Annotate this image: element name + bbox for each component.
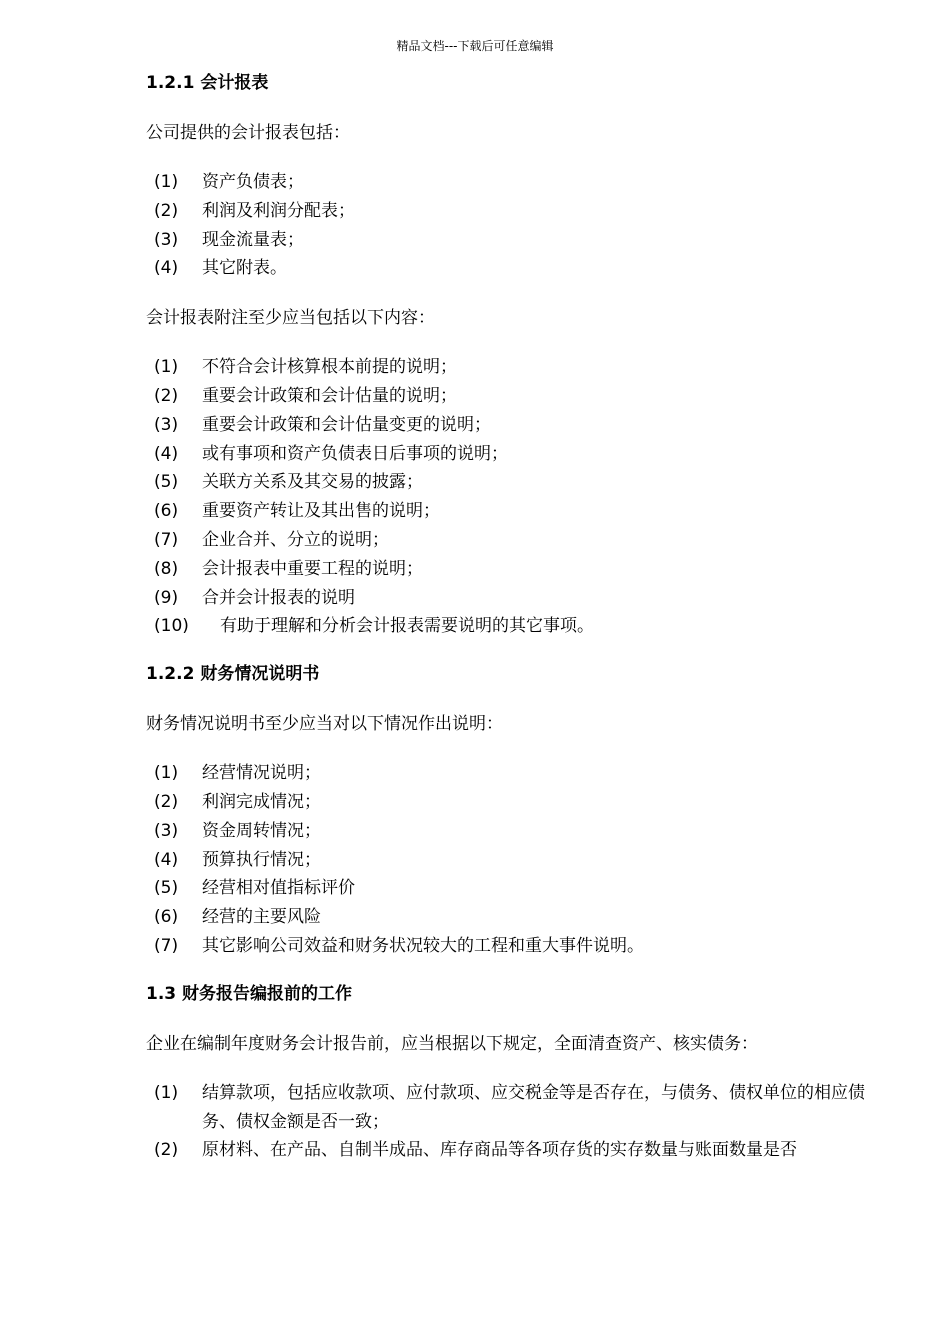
reports-list [146, 168, 876, 283]
list-item [146, 874, 876, 903]
list-number: (8) [154, 558, 179, 579]
list-text: 经营相对值指标评价 [202, 878, 355, 899]
list-text: 会计报表中重要工程的说明； [202, 558, 423, 579]
list-number: (1) [154, 172, 179, 192]
list-number: (1) [154, 763, 179, 784]
list-number: (2) [154, 791, 179, 812]
list-item [146, 382, 876, 411]
list-item [146, 411, 876, 440]
list-text: 企业合并、分立的说明； [202, 529, 389, 550]
list-text: 重要资产转让及其出售的说明； [202, 501, 440, 522]
list-number: (5) [154, 878, 179, 899]
list-text: 利润及利润分配表； [202, 200, 355, 221]
spacer [146, 737, 876, 759]
list-item [146, 1136, 876, 1165]
list-number: (4) [154, 258, 179, 279]
list-item [146, 817, 876, 846]
list-item [146, 497, 876, 526]
list-item [146, 254, 876, 283]
list-text: 有助于理解和分析会计报表需要说明的其它事项。 [220, 616, 594, 637]
list-number: (2) [154, 385, 179, 406]
spacer [146, 687, 876, 711]
spacer [146, 1007, 876, 1031]
list-number: (2) [154, 1140, 179, 1161]
list-text: 不符合会计核算根本前提的说明； [202, 357, 457, 378]
list-item [146, 846, 876, 875]
list-item [146, 584, 876, 613]
list-number: (1) [154, 357, 179, 378]
section-heading-1-3: 1.3 财务报告编报前的工作 [146, 983, 353, 1004]
list-number: (6) [154, 501, 179, 522]
spacer [146, 283, 876, 305]
list-text: 重要会计政策和会计估量的说明； [202, 385, 457, 406]
list-number: (10) [154, 616, 189, 637]
list-text: 合并会计报表的说明 [202, 587, 355, 608]
list-text: 其它影响公司效益和财务状况较大的工程和重大事件说明。 [202, 935, 644, 956]
list-text: 经营的主要风险 [202, 907, 321, 928]
list-item [146, 555, 876, 584]
list-item [146, 226, 876, 255]
spacer [146, 96, 876, 120]
list-text: 重要会计政策和会计估量变更的说明； [202, 414, 491, 435]
list-item [146, 932, 876, 961]
section-heading-1-2-1: 1.2.1 会计报表 [146, 73, 269, 93]
spacer [146, 331, 876, 353]
document-body [146, 70, 876, 1165]
list-text: 现金流量表； [202, 229, 304, 250]
list-item [146, 468, 876, 497]
list-text: 关联方关系及其交易的披露； [202, 472, 423, 493]
statement-list [146, 759, 876, 961]
notes-intro: 会计报表附注至少应当包括以下内容： [146, 308, 435, 329]
list-text: 预算执行情况； [202, 849, 321, 870]
list-text: 其它附表。 [202, 258, 287, 279]
list-number: (4) [154, 443, 179, 464]
reports-intro: 公司提供的会计报表包括： [146, 123, 350, 143]
list-text: 或有事项和资产负债表日后事项的说明； [202, 443, 508, 464]
prework-list [146, 1079, 876, 1165]
spacer [146, 641, 876, 661]
list-number: (5) [154, 472, 179, 493]
statement-intro: 财务情况说明书至少应当对以下情况作出说明： [146, 714, 503, 735]
list-number: (3) [154, 229, 179, 250]
list-item [146, 353, 876, 382]
spacer [146, 1057, 876, 1079]
list-item [146, 197, 876, 226]
list-item [146, 1079, 876, 1137]
list-item [146, 168, 876, 197]
list-text: 利润完成情况； [202, 791, 321, 812]
list-number: (6) [154, 907, 179, 928]
list-item [146, 612, 876, 641]
spacer [146, 961, 876, 981]
list-number: (7) [154, 935, 179, 956]
list-number: (1) [154, 1082, 179, 1103]
list-text: 经营情况说明； [202, 763, 321, 784]
list-number: (7) [154, 529, 179, 550]
list-item [146, 903, 876, 932]
section-heading-1-2-2: 1.2.2 财务情况说明书 [146, 664, 320, 685]
page-header-note: 精品文档---下载后可任意编辑 [396, 39, 554, 53]
list-text: 原材料、在产品、自制半成品、库存商品等各项存货的实存数量与账面数量是否 [202, 1140, 797, 1161]
list-number: (3) [154, 414, 179, 435]
spacer [146, 146, 876, 168]
list-item [146, 440, 876, 469]
list-text: 资金周转情况； [202, 820, 321, 841]
list-item [146, 788, 876, 817]
list-number: (4) [154, 849, 179, 870]
list-item [146, 759, 876, 788]
prework-intro: 企业在编制年度财务会计报告前，应当根据以下规定，全面清查资产、核实债务： [146, 1033, 758, 1054]
list-item [146, 526, 876, 555]
list-text: 资产负债表； [202, 172, 304, 192]
list-number: (3) [154, 820, 179, 841]
list-text: 结算款项，包括应收款项、应付款项、应交税金等是否存在，与债务、债权单位的相应债务、债权金额是否一致； [202, 1082, 865, 1132]
list-number: (2) [154, 200, 179, 221]
notes-list [146, 353, 876, 641]
list-number: (9) [154, 587, 179, 608]
